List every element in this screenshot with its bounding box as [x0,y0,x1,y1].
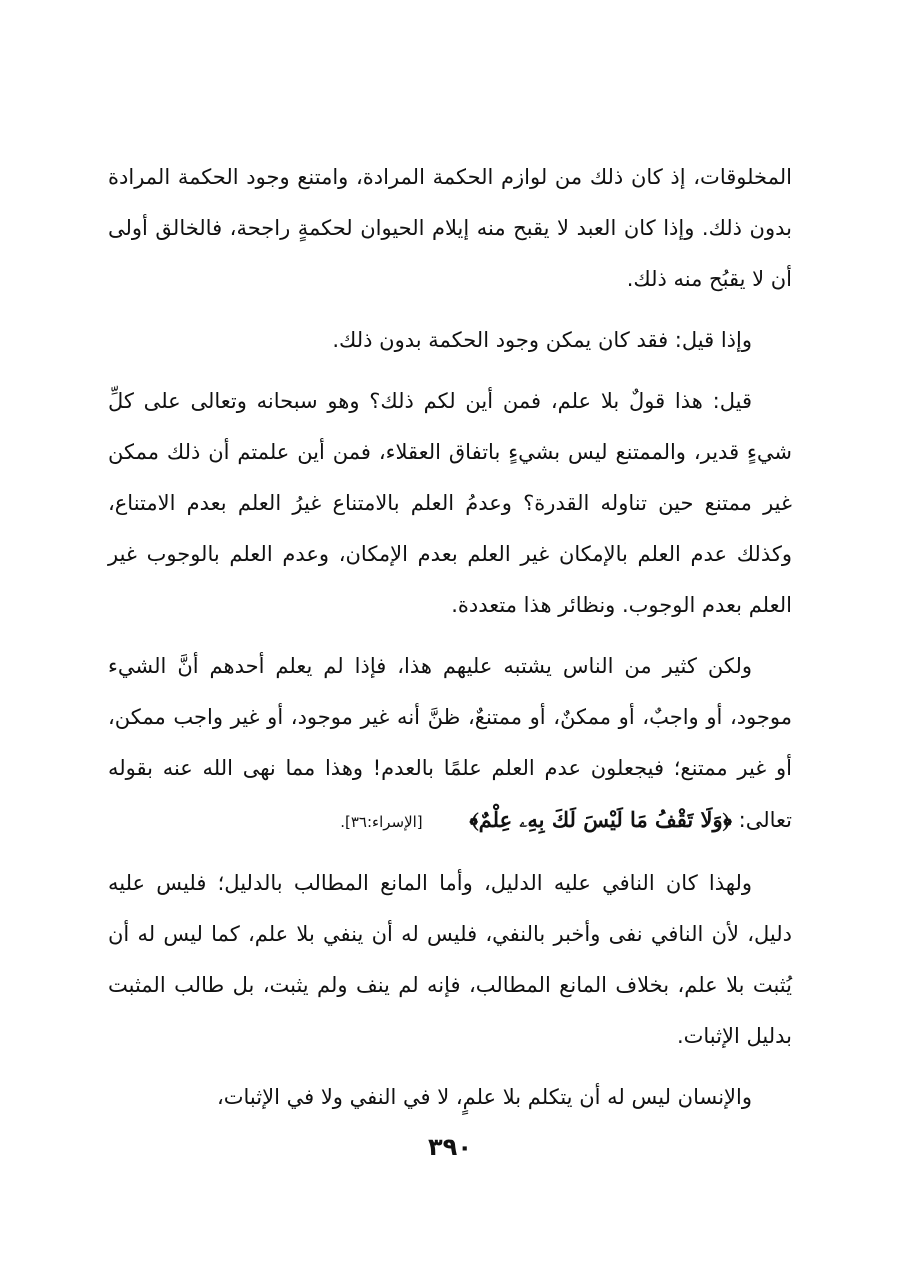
paragraph-6-text: والإنسان ليس له أن يتكلم بلا علمٍ، لا في النفي ولا في الإثبات، [216,1085,752,1109]
quran-verse: ﴿وَلَا تَقْفُ مَا لَيْسَ لَكَ بِهِۦ عِلْمٌ﴾ [469,807,732,832]
body-text [108,152,792,1133]
paragraph-6 [108,1072,792,1123]
paragraph-4-text: ولكن كثير من الناس يشتبه عليهم هذا، فإذا لم يعلم أحدهم أنَّ الشيء موجود، أو واجبٌ، أو ممكنٌ، أو ممتنعٌ، ظنَّ أنه غير موجود، أو غير واجب ممكن، أو غير ممتنع؛ فيجعلون عدم العلم علمًا بالعدم! وهذا مما نهى الله عنه بقوله تعالى: [108,654,792,832]
paragraph-4 [108,641,792,848]
paragraph-1-text: المخلوقات، إذ كان ذلك من لوازم الحكمة المرادة، وامتنع وجود الحكمة المرادة بدون ذلك. وإذا كان العبد لا يقبح منه إيلام الحيوان لحكمةٍ راجحة، فالخالق أولى أن لا يقبُح منه ذلك. [108,165,792,291]
page-number: ٣٩٠ [428,1133,472,1161]
paragraph-3-text: قيل: هذا قولٌ بلا علم، فمن أين لكم ذلك؟ وهو سبحانه وتعالى على كلِّ شيءٍ قدير، والممتنع ليس بشيءٍ باتفاق العقلاء، فمن أين علمتم أن ذلك ممكن غير ممتنع حين تناوله القدرة؟ وعدمُ العلم بالامتناع غيرُ العلم بعدم الامتناع، وكذلك عدم العلم بالإمكان غير العلم بعدم الإمكان، وعدم العلم بالوجوب غير العلم بعدم الوجوب. ونظائر هذا متعددة. [108,389,792,617]
paragraph-2-text: وإذا قيل: فقد كان يمكن وجود الحكمة بدون ذلك. [332,328,752,352]
paragraph-2 [108,315,792,366]
paragraph-1 [108,152,792,305]
paragraph-3 [108,376,792,631]
paragraph-5-text: ولهذا كان النافي عليه الدليل، وأما المانع المطالب بالدليل؛ فليس عليه دليل، لأن النافي نفى وأخبر بالنفي، فليس له أن ينفي بلا علم، كما ليس له أن يُثبت بلا علم، بخلاف المانع المطالب، فإنه لم ينف ولم يثبت، بل طالب المثبت بدليل الإثبات. [108,871,792,1048]
verse-citation: [الإسراء:٣٦]. [340,813,423,831]
paragraph-5 [108,858,792,1062]
